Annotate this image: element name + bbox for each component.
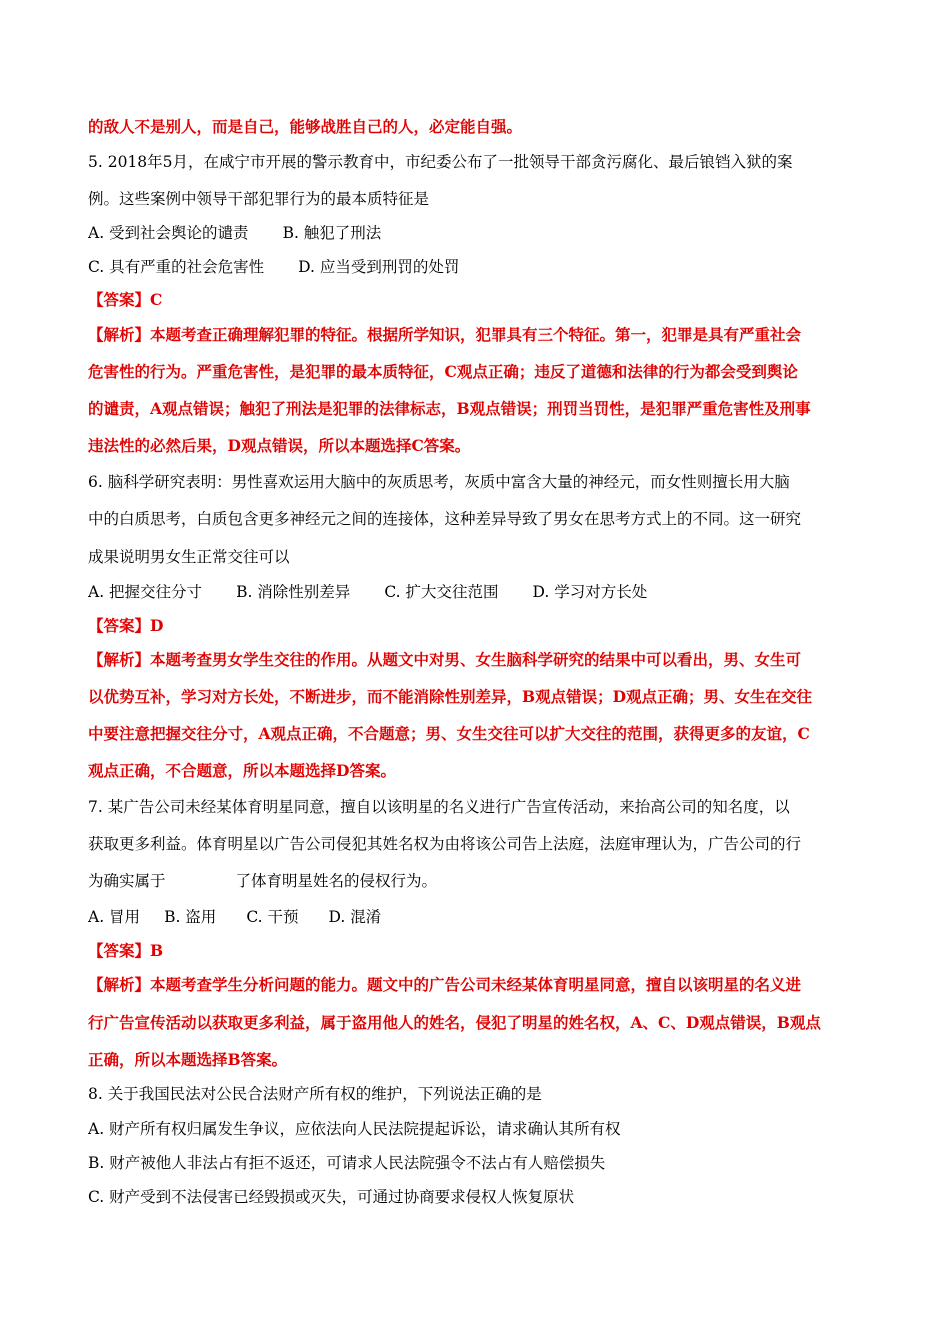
question-7-options <box>88 907 868 927</box>
question-7-stem-line-3 <box>88 871 868 891</box>
option-d: D. 应当受到刑罚的处罚 <box>298 258 460 276</box>
question-7-answer: 【答案】B <box>88 941 164 960</box>
question-5-analysis-line-4: 违法性的必然后果，D观点错误，所以本题选择C答案。 <box>88 436 471 455</box>
option-b: B. 消除性别差异 <box>236 583 351 601</box>
option-c: C. 具有严重的社会危害性 <box>88 258 265 276</box>
question-6-analysis-line-1: 【解析】本题考查男女学生交往的作用。从题文中对男、女生脑科学研究的结果中可以看出，男、女生可 <box>88 650 802 669</box>
question-7-analysis-line-1: 【解析】本题考查学生分析问题的能力。题文中的广告公司未经某体育明星同意，擅自以该明星的名义进 <box>88 975 802 994</box>
stem-text-before-blank: 为确实属于 <box>88 872 166 890</box>
question-6-analysis-line-4: 观点正确，不合题意，所以本题选择D答案。 <box>88 761 396 780</box>
option-b: B. 触犯了刑法 <box>282 224 382 242</box>
option-a: A. 把握交往分寸 <box>88 583 203 601</box>
question-8-option-c: C. 财产受到不法侵害已经毁损或灭失，可通过协商要求侵权人恢复原状 <box>88 1188 575 1206</box>
question-6-analysis-line-3: 中要注意把握交往分寸，A观点正确，不合题意；男、女生交往可以扩大交往的范围，获得更多的友谊，C <box>88 724 810 743</box>
question-5-stem-line-1: 5. 2018年5月，在咸宁市开展的警示教育中，市纪委公布了一批领导干部贪污腐化、最后锒铛入狱的案 <box>88 153 793 171</box>
question-5-analysis-line-2: 危害性的行为。严重危害性，是犯罪的最本质特征，C观点正确；违反了道德和法律的行为都会受到舆论 <box>88 362 798 381</box>
analysis-continuation-line: 的敌人不是别人，而是自己，能够战胜自己的人，必定能自强。 <box>88 117 523 136</box>
option-b: B. 盗用 <box>164 908 217 926</box>
question-7-analysis-line-2: 行广告宣传活动以获取更多利益，属于盗用他人的姓名，侵犯了明星的姓名权，A、C、D观点错误，B观点 <box>88 1013 821 1032</box>
question-5-analysis-line-3: 的谴责，A观点错误；触犯了刑法是犯罪的法律标志，B观点错误；刑罚当罚性，是犯罪严重危害性及刑事 <box>88 399 811 418</box>
question-6-options <box>88 582 868 602</box>
question-5-options-row-1 <box>88 223 868 243</box>
question-5-answer: 【答案】C <box>88 290 163 309</box>
question-6-stem-line-2: 中的白质思考，白质包含更多神经元之间的连接体，这种差异导致了男女在思考方式上的不同。这一研究 <box>88 510 802 528</box>
option-a: A. 受到社会舆论的谴责 <box>88 224 249 242</box>
question-8-stem-line-1: 8. 关于我国民法对公民合法财产所有权的维护，下列说法正确的是 <box>88 1085 542 1103</box>
question-8-option-b: B. 财产被他人非法占有拒不返还，可请求人民法院强令不法占有人赔偿损失 <box>88 1154 606 1172</box>
stem-text-after-blank: 了体育明星姓名的侵权行为。 <box>235 872 438 890</box>
question-7-stem-line-2: 获取更多利益。体育明星以广告公司侵犯其姓名权为由将该公司告上法庭，法庭审理认为，广告公司的行 <box>88 835 802 853</box>
question-7-stem-line-1: 7. 某广告公司未经某体育明星同意，擅自以该明星的名义进行广告宣传活动，来抬高公司的知名度，以 <box>88 798 790 816</box>
question-6-analysis-line-2: 以优势互补，学习对方长处，不断进步，而不能消除性别差异，B观点错误；D观点正确；男、女生在交往 <box>88 687 813 706</box>
question-6-answer: 【答案】D <box>88 616 164 635</box>
question-5-options-row-2 <box>88 257 868 277</box>
option-d: D. 学习对方长处 <box>532 583 648 601</box>
question-5-stem-line-2: 例。这些案例中领导干部犯罪行为的最本质特征是 <box>88 190 430 208</box>
option-a: A. 冒用 <box>88 908 141 926</box>
question-7-analysis-line-3: 正确，所以本题选择B答案。 <box>88 1050 288 1069</box>
question-6-stem-line-1: 6. 脑科学研究表明：男性喜欢运用大脑中的灰质思考，灰质中富含大量的神经元，而女性则擅长用大脑 <box>88 473 790 491</box>
question-5-analysis-line-1: 【解析】本题考查正确理解犯罪的特征。根据所学知识，犯罪具有三个特征。第一，犯罪是具有严重社会 <box>88 325 802 344</box>
option-c: C. 干预 <box>246 908 299 926</box>
question-6-stem-line-3: 成果说明男女生正常交往可以 <box>88 548 290 566</box>
option-d: D. 混淆 <box>328 908 382 926</box>
option-c: C. 扩大交往范围 <box>384 583 499 601</box>
question-8-option-a: A. 财产所有权归属发生争议，应依法向人民法院提起诉讼，请求确认其所有权 <box>88 1120 621 1138</box>
